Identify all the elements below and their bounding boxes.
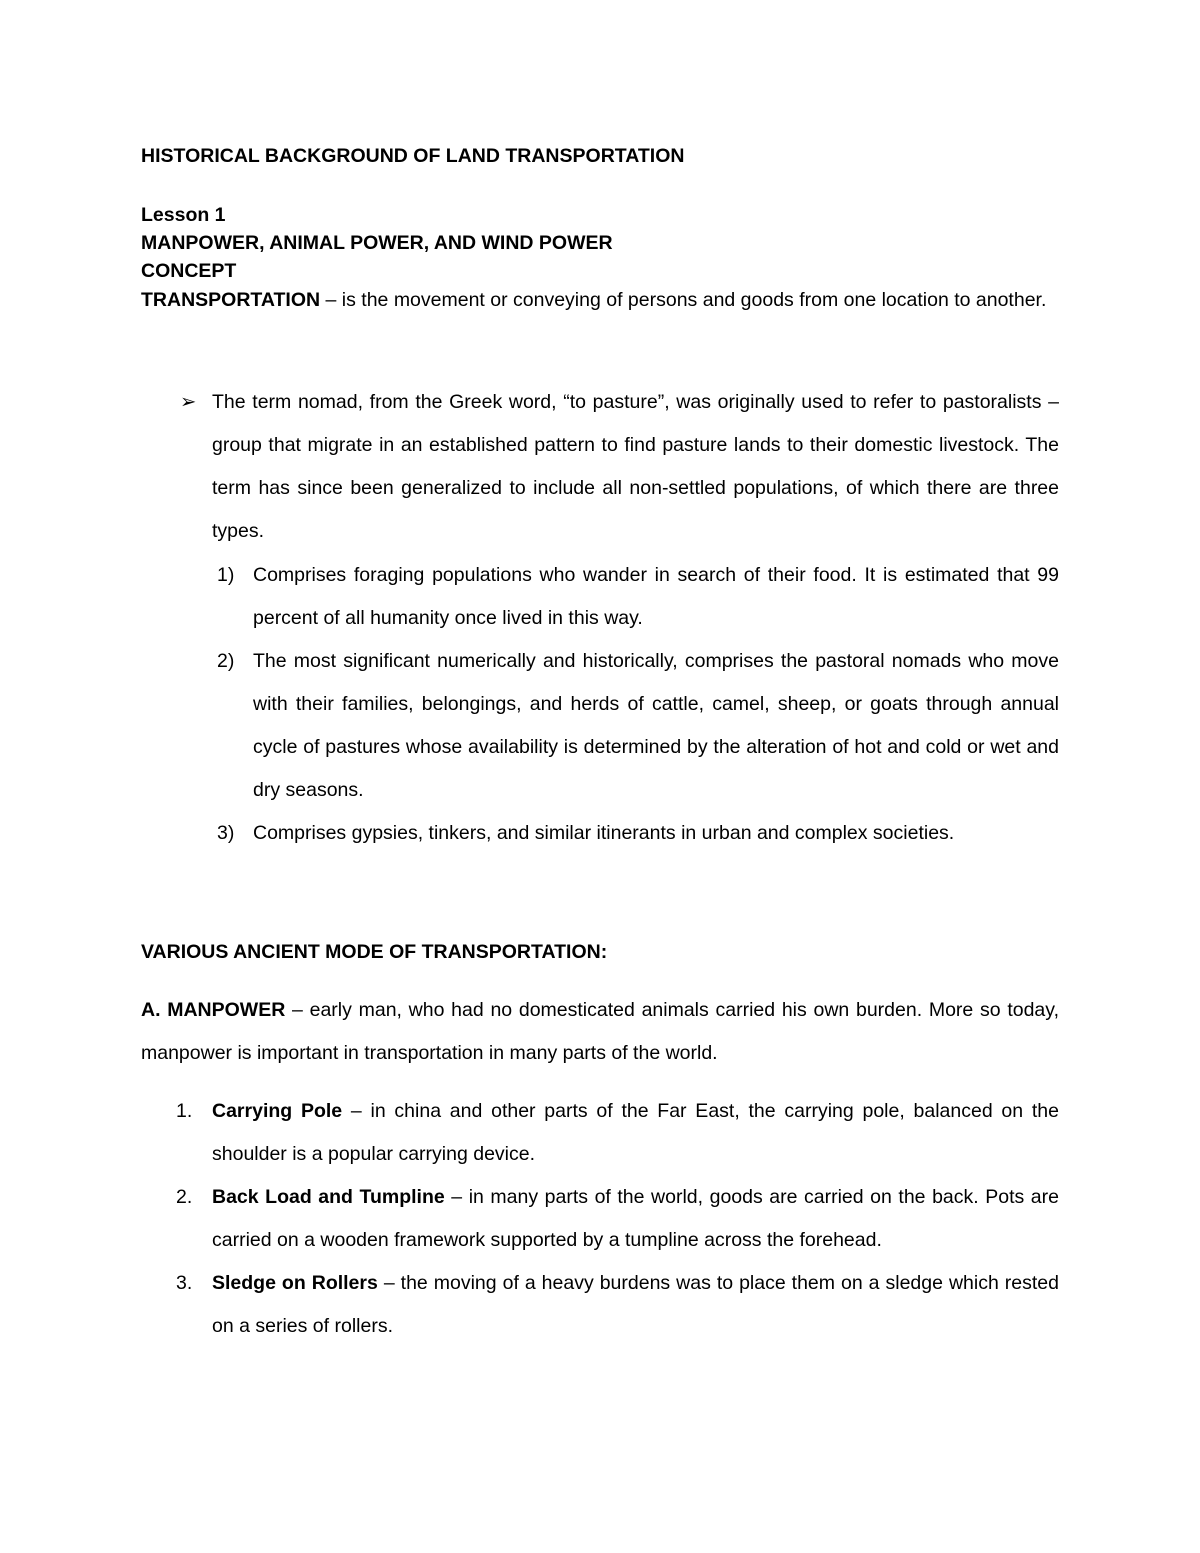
list-marker: 1. xyxy=(176,1100,193,1122)
method-text: – the moving of a heavy burdens was to place them on a sledge which rested on a series of rollers. xyxy=(212,1272,1059,1337)
lesson-subtitle: MANPOWER, ANIMAL POWER, AND WIND POWER xyxy=(141,232,613,254)
method-text: – in china and other parts of the Far East, the carrying pole, balanced on the shoulder is a popular carrying device. xyxy=(212,1100,1059,1165)
list-marker: 2. xyxy=(176,1186,193,1208)
list-item xyxy=(212,1176,1059,1262)
definition-text: – is the movement or conveying of persons and goods from one location to another. xyxy=(320,289,1047,311)
list-item xyxy=(212,1090,1059,1176)
list-item: The most significant numerically and historically, comprises the pastoral nomads who move with their families, belongings, and herds of cattle, camel, sheep, or goats through annual cycle of pastures whose availability is determined by the alteration of hot and cold or wet and dry seasons. xyxy=(253,650,1059,801)
arrow-bullet-icon: ➢ xyxy=(180,391,197,413)
list-marker: 3) xyxy=(217,822,235,844)
manpower-paragraph xyxy=(141,989,1059,1075)
nomad-paragraph: The term nomad, from the Greek word, “to pasture”, was originally used to refer to pastoralists – group that migrate in an established pattern to find pasture lands to their domestic livestock. The term has since been generalized to include all non-settled populations, of which there are three types. xyxy=(212,391,1059,542)
list-item: Comprises foraging populations who wander in search of their food. It is estimated that 99 percent of all humanity once lived in this way. xyxy=(253,564,1059,629)
concept-label: CONCEPT xyxy=(141,260,237,282)
list-item xyxy=(212,1262,1059,1348)
method-text: – in many parts of the world, goods are carried on the back. Pots are carried on a wooden framework supported by a tumpline across the forehead. xyxy=(212,1186,1059,1251)
definition-term: TRANSPORTATION xyxy=(141,289,321,311)
method-term: Sledge on Rollers xyxy=(212,1272,378,1294)
list-item: Comprises gypsies, tinkers, and similar itinerants in urban and complex societies. xyxy=(253,822,955,844)
manpower-label: A. MANPOWER xyxy=(141,999,286,1021)
list-marker: 3. xyxy=(176,1272,193,1294)
list-marker: 2) xyxy=(217,650,235,672)
document-title: HISTORICAL BACKGROUND OF LAND TRANSPORTATION xyxy=(141,145,685,167)
manpower-text: – early man, who had no domesticated animals carried his own burden. More so today, manpower is important in transportation in many parts of the world. xyxy=(141,999,1059,1064)
method-term: Back Load and Tumpline xyxy=(212,1186,445,1208)
definition-paragraph xyxy=(141,279,1059,322)
method-term: Carrying Pole xyxy=(212,1100,343,1122)
section-heading: VARIOUS ANCIENT MODE OF TRANSPORTATION: xyxy=(141,941,608,963)
lesson-label: Lesson 1 xyxy=(141,204,226,226)
list-marker: 1) xyxy=(217,564,235,586)
